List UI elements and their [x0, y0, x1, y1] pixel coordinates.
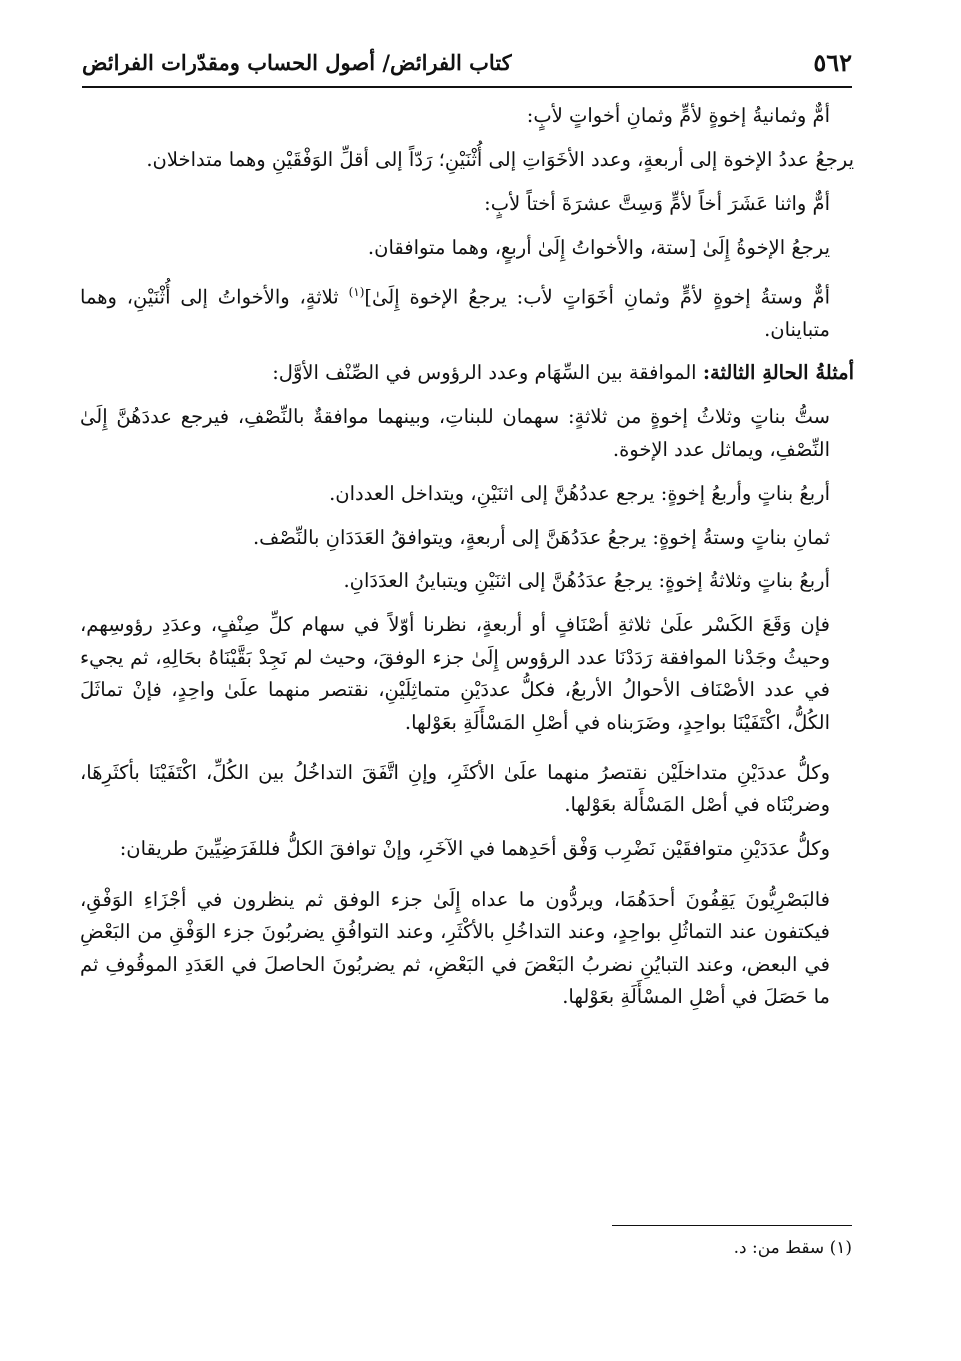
paragraph-example-2: أمٌّ واثنا عَشَرَ أخاً لأمٍّ وَسِتَّ عشرَةَ أختاً لأبٍ:: [484, 191, 830, 215]
paragraph-example-4: ستُّ بناتٍ وثلاثُ إخوةٍ من ثلاثةٍ: سهمان للبناتِ، وبينهما موافقةٌ بالنِّصْفِ، فيرجع عددَهُنَّ إِلَىٰ النِّصْفِ، ويماثل عدد الإخوة.: [80, 405, 830, 461]
footnote-reference: (١): [348, 284, 365, 299]
paragraph-example-7: أربعُ بناتٍ وثلاثةُ إخوةٍ: يرجعُ عدَدُهُنَّ إلى اثنَيْنِ ويتباينُ العدَدَانِ.: [343, 569, 830, 593]
paragraph-example-3-part-b: ثلاثةٍ، والأخواتُ إلى أُثْنَيْنِ، وهما متباينان.: [80, 285, 830, 341]
paragraph-rule-4: فالبَصْرِيُّونَ يَقِفُونَ أحدَهُمَا، ويردُّون ما عداه إِلَىٰ جزء الوفق ثم ينظرون في أجْزَاءِ الوَفْقِ، فيكتفون عند التماثُلِ بواحِدٍ، وعند التداخُلِ بالأكْثَرِ، وعند التوافُقِ يضربُونَ جزء الوَفْقِ من البَعْضِ في البعض، وعند التبايُنِ نضربُ البَعْضَ في البَعْضِ، ثم يضربُونَ الحاصلَ في العَدَدِ الموقُوفِ ثم ما حَصَلَ في أصْلِ المسْأَلَةِ بعَوْلها.: [80, 887, 830, 1008]
footnote: (١) سقط من: د.: [733, 1238, 852, 1258]
paragraph-explanation-2: يرجعُ الإخوةُ إِلَىٰ [ستة، والأخواتُ إِلَىٰ أربعٍ، وهما متوافقان.: [367, 235, 830, 259]
heading-bold-label: أمثلةُ الحالةِ الثالثة:: [702, 361, 854, 385]
page-body: [80, 100, 854, 1025]
page-number: ٥٦٢: [813, 47, 852, 77]
paragraph-example-6: ثمانِ بناتٍ وستةُ إخوةٍ: يرجعُ عدَدُهَنَّ إلى أربعةٍ، ويتوافقُ العَدَدَانِ بالنِّصْف.: [252, 525, 830, 549]
paragraph-rule-1: فإن وَقَعَ الكَسْر علَىٰ ثلاثةِ أصْنَافٍ أو أربعةٍ، نظرنا أوّلاً في سهام كلِّ صِنْفٍ، وعدَدِ رؤوسِهم، وحيثُ وجَدْنا الموافقة رَدَدْنَا عدد الرؤوس إِلَىٰ جزء الوفقَ، وحيث لم نَجِدْ بَقَّيْنَاهُ بحَالِهِ، ثم يجيء في عدد الأصْنَاف الأحوالُ الأربعُ، فكلُّ عددَيْنِ متماثِلَيْنِ، نقتصر منهما علَىٰ واحِدٍ، فإنْ تماثَلَ الكُلُّ، اكْتَفَيْنَا بواحِدٍ، وضَرَبناه في أصْلِ المَسْأَلَةِ بعَوْلها.: [80, 613, 830, 734]
heading-rest: الموافقة بين السِّهَام وعدد الرؤوس في الصِّنْف الأوَّل:: [272, 361, 703, 385]
running-title: كتاب الفرائض/ أصول الحساب ومقدّرات الفرائض: [82, 49, 512, 75]
footnote-rule: [612, 1225, 852, 1226]
paragraph-example-3: [80, 276, 854, 346]
paragraph-example-3-part-a: أمٌّ وستةُ إخوةٍ لأمٍّ وثمانِ أخَوَاتٍ لأب: يرجعُ الإخوة إِلَىٰ]: [364, 285, 830, 309]
paragraph-explanation-1: يرجعُ عددُ الإخوة إلى أربعةٍ، وعدد الأخَوَاتِ إلى أُثْنَيْنِ؛ رَدّاً إلى أقلِّ الوَفْقَيْنِ وهما متداخلان.: [146, 147, 854, 171]
paragraph-example-1: أمٌّ وثمانيةُ إخوةٍ لأمٍّ وثمانِ أخواتٍ لأبٍ:: [526, 104, 830, 127]
section-heading-third-case: [80, 357, 854, 389]
paragraph-example-5: أربعُ بناتٍ وأربعُ إخوةٍ: يرجع عددُهُنَّ إلى اثنَيْنِ، ويتداخل العددان.: [329, 481, 830, 505]
header-rule: [82, 86, 852, 88]
paragraph-rule-2: وكلُّ عددَيْنِ متداخلَيْن نقتصرُ منهما علَىٰ الأكثَرِ، وإنِ اتَّفَقَ التداخُلُ بين الكُلِّ، اكْتَفَيْنَا بأكثَرِهَا، وضربْنَاه في أصْل المَسْأَلة بعَوْلها.: [80, 761, 830, 817]
paragraph-rule-3: وكلُّ عدَدَيْنِ متوافقَيْن نَضْرِب وَفْق أحَدِهما في الآخَرِ، وإنْ توافقَ الكلُّ فللفَرَضِيِّينَ طريقان:: [119, 837, 830, 861]
page-header: [82, 40, 852, 84]
